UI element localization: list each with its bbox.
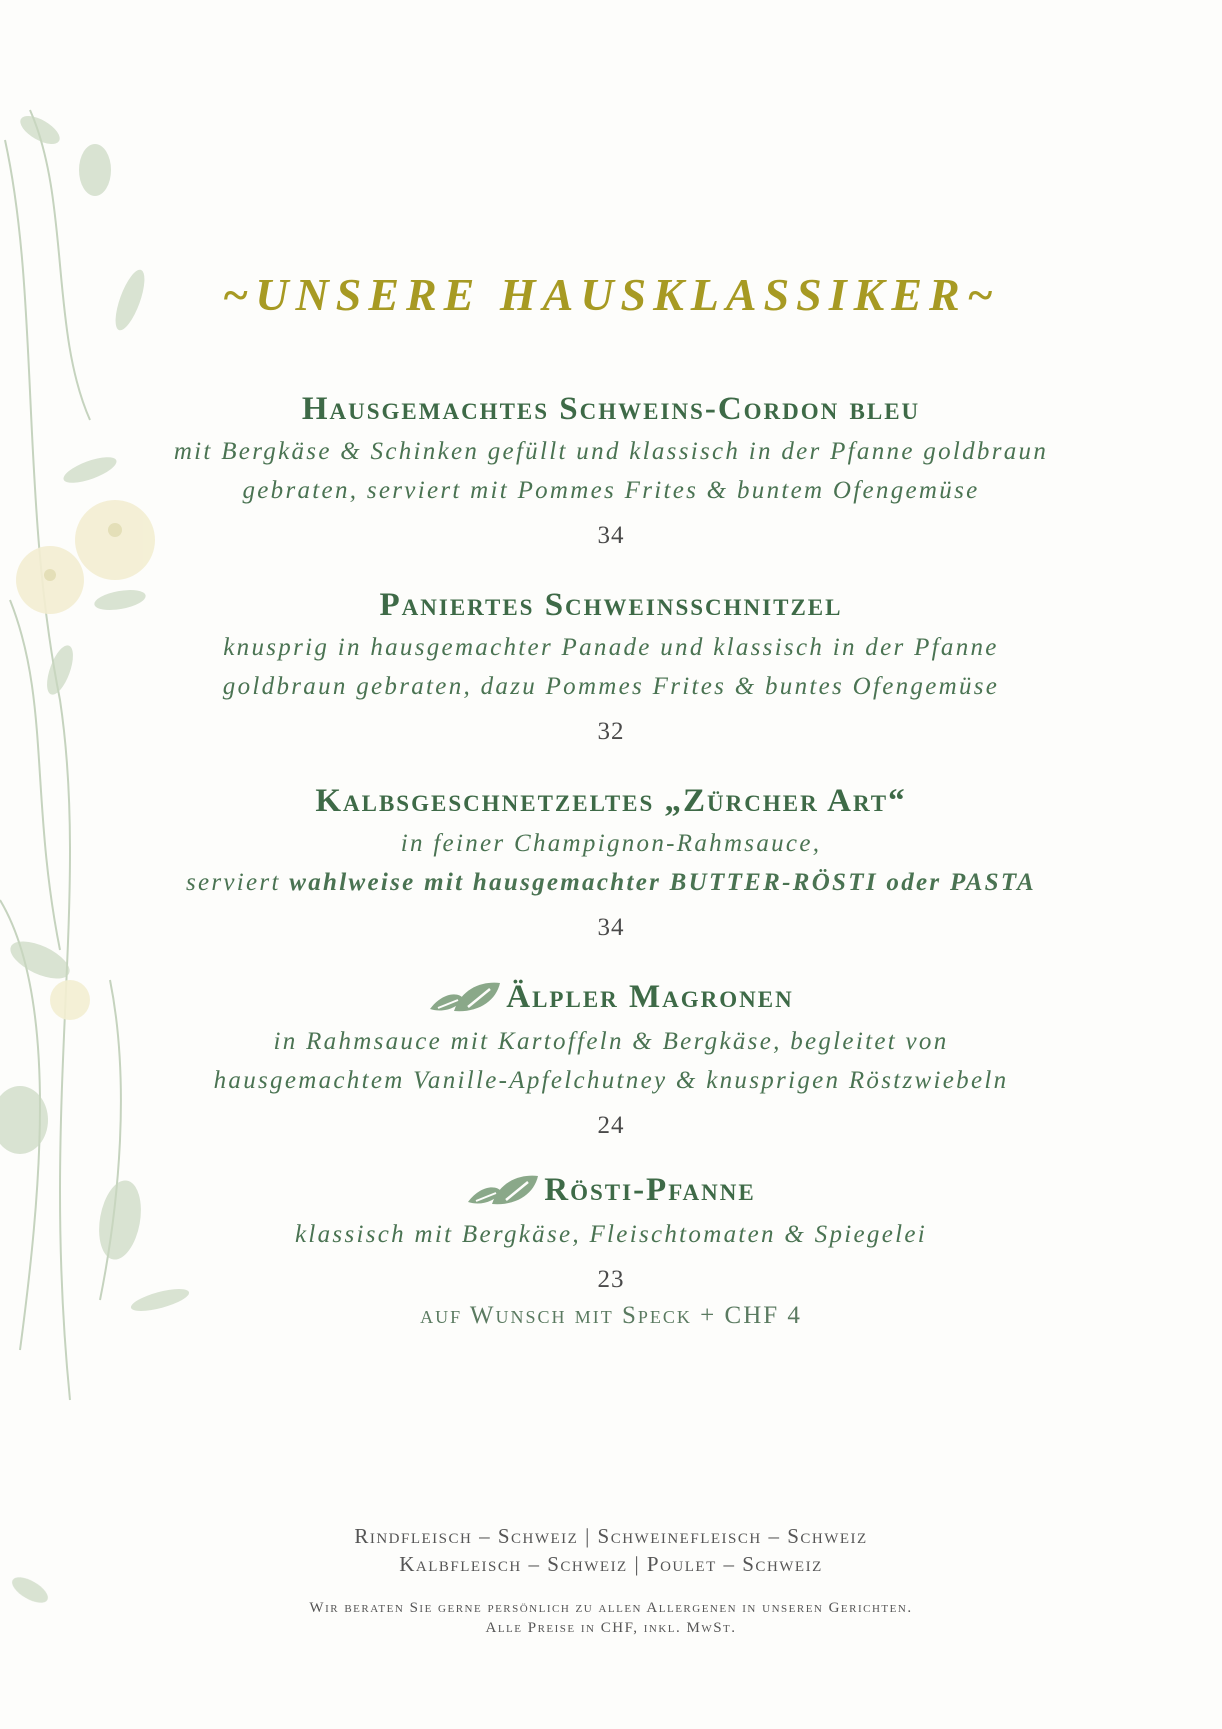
dish-description-line: goldbraun gebraten, dazu Pommes Frites & buntes Ofengemüse xyxy=(222,673,1000,700)
meat-origin-line: Rindfleisch – Schweiz | Schweinefleisch – Schweiz xyxy=(354,1524,868,1548)
dish-price: 24 xyxy=(597,1112,625,1139)
dish-description-highlight: wahlweise mit hausgemachter BUTTER-RÖSTI oder PASTA xyxy=(289,869,1037,896)
dish-description-line: in Rahmsauce mit Kartoffeln & Bergkäse, begleitet von xyxy=(273,1028,949,1055)
meat-origin-info xyxy=(0,1522,1222,1578)
meat-origin-line: Kalbfleisch – Schweiz | Poulet – Schweiz xyxy=(399,1552,823,1576)
vegetarian-leaf-icon xyxy=(428,979,502,1015)
dish-name: Älpler Magronen xyxy=(506,979,794,1015)
dish-price: 34 xyxy=(597,522,625,549)
dish-price: 34 xyxy=(597,914,625,941)
dish-price: 32 xyxy=(597,718,625,745)
dish-name: Rösti-Pfanne xyxy=(544,1172,756,1208)
dish-description xyxy=(0,1022,1222,1100)
section-title: ~UNSERE HAUSKLASSIKER~ xyxy=(222,269,1000,320)
dish-extra-option: auf Wunsch mit Speck + CHF 4 xyxy=(420,1302,802,1329)
dish-item xyxy=(0,584,1222,746)
vegetarian-leaf-icon xyxy=(466,1172,540,1208)
dish-description-line: gebraten, serviert mit Pommes Frites & buntem Ofengemüse xyxy=(242,477,980,504)
dish-name-row xyxy=(428,976,793,1018)
dish-item xyxy=(0,976,1222,1140)
dish-description xyxy=(0,628,1222,706)
dish-name: Hausgemachtes Schweins-Cordon bleu xyxy=(301,391,921,427)
dish-description-line: mit Bergkäse & Schinken gefüllt und klassisch in der Pfanne goldbraun xyxy=(173,438,1049,465)
dish-price: 23 xyxy=(597,1266,625,1293)
dish-description xyxy=(0,1215,1222,1254)
dish-description-line: in feiner Champignon-Rahmsauce, xyxy=(400,830,822,857)
dish-description-prefix: serviert xyxy=(185,869,290,896)
dish-description-line xyxy=(0,863,1222,902)
dish-item xyxy=(0,780,1222,942)
dish-item xyxy=(0,1169,1222,1330)
dish-item xyxy=(0,388,1222,550)
dish-name: Paniertes Schweinsschnitzel xyxy=(379,587,843,623)
dish-description-line: hausgemachtem Vanille-Apfelchutney & knusprigen Röstzwiebeln xyxy=(213,1067,1009,1094)
dish-description xyxy=(0,432,1222,510)
dish-description xyxy=(0,824,1222,902)
dish-description-line: klassisch mit Bergkäse, Fleischtomaten & Spiegelei xyxy=(294,1221,927,1248)
dish-name-row xyxy=(466,1169,755,1211)
dish-description-line: knusprig in hausgemachter Panade und klassisch in der Pfanne xyxy=(223,634,999,661)
dish-name: Kalbsgeschnetzeltes „Zürcher Art“ xyxy=(315,783,907,819)
allergen-note xyxy=(0,1598,1222,1638)
price-note-line: Alle Preise in CHF, inkl. MwSt. xyxy=(485,1620,737,1636)
allergen-note-line: Wir beraten Sie gerne persönlich zu allen Allergenen in unseren Gerichten. xyxy=(309,1600,913,1616)
